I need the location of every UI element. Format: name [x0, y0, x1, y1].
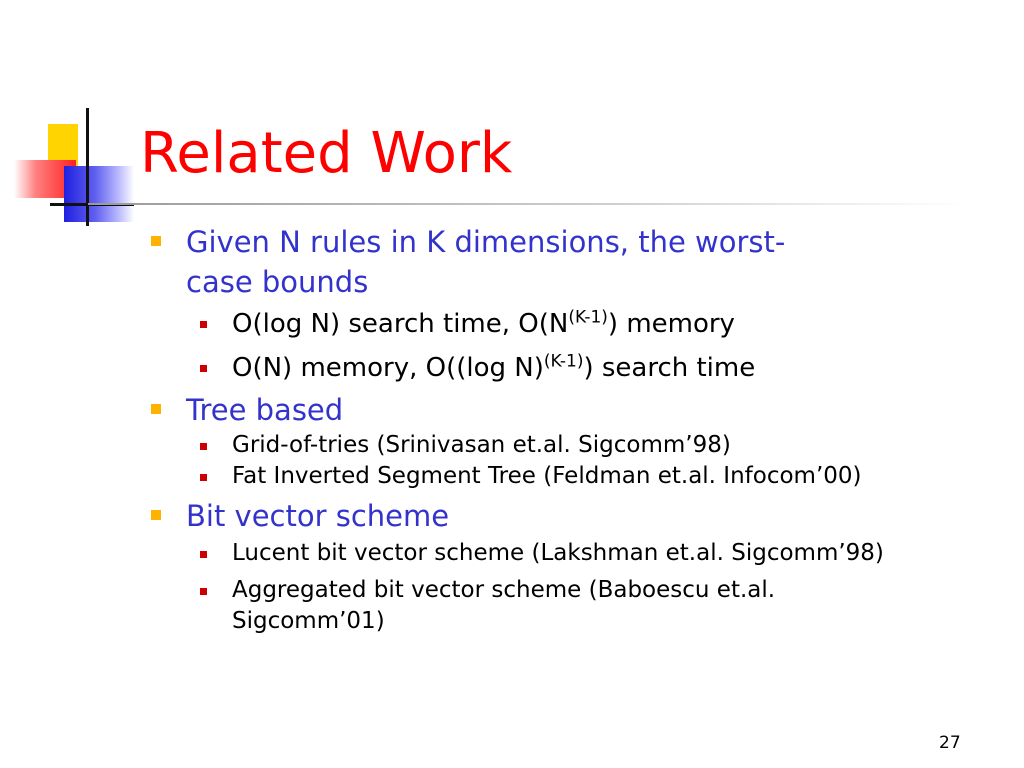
bullet-square-icon	[151, 404, 161, 414]
sub-bullet-square-icon	[200, 588, 207, 595]
sub-bullet-text: Fat Inverted Segment Tree (Feldman et.al. Infocom’00)	[232, 463, 862, 489]
bullet-text-line1: Given N rules in K dimensions, the worst-	[186, 225, 786, 259]
sub-bullet-fat-inverted-segment-tree	[140, 461, 980, 492]
sub-bullet-memory	[140, 346, 980, 390]
sub-bullet-text: O(N) memory, O((log N)	[232, 353, 544, 383]
sub-bullet-text-line2: Sigcomm’01)	[232, 608, 385, 634]
bullet-list	[140, 222, 980, 637]
sub-bullet-aggregated-bit-vector	[140, 575, 980, 637]
sub-bullet-square-icon	[200, 321, 207, 328]
bullet-square-icon	[151, 510, 161, 520]
superscript: (K-1)	[543, 351, 584, 372]
slide-title: Related Work	[140, 121, 513, 186]
bullet-worst-case-bounds	[140, 222, 980, 302]
sub-bullet-search-time	[140, 302, 980, 346]
sub-bullet-text: Grid-of-tries (Srinivasan et.al. Sigcomm’98)	[232, 432, 731, 458]
page-number: 27	[939, 733, 961, 753]
sub-bullet-square-icon	[200, 474, 207, 481]
superscript: (K-1)	[568, 307, 608, 328]
sub-bullet-square-icon	[200, 365, 207, 372]
bullet-bit-vector-scheme	[140, 496, 980, 536]
sub-bullet-text: ) search time	[583, 353, 756, 383]
sub-bullet-square-icon	[200, 551, 207, 558]
sub-bullet-text-line1: Aggregated bit vector scheme (Baboescu et.al.	[232, 577, 776, 603]
bullet-square-icon	[151, 236, 161, 246]
sub-bullet-text: O(log N) search time, O(N	[232, 309, 569, 339]
decoration-blue-square	[64, 166, 134, 222]
sub-bullet-grid-of-tries	[140, 430, 980, 461]
title-underline	[88, 203, 968, 205]
bullet-text: Bit vector scheme	[186, 499, 450, 533]
sub-bullet-text: ) memory	[607, 309, 735, 339]
bullet-text-line2: case bounds	[186, 265, 369, 299]
sub-bullet-square-icon	[200, 443, 207, 450]
bullet-text: Tree based	[186, 393, 344, 427]
bullet-tree-based	[140, 390, 980, 430]
sub-bullet-text: Lucent bit vector scheme (Lakshman et.al. Sigcomm’98)	[232, 540, 884, 566]
sub-bullet-lucent-bit-vector	[140, 538, 980, 569]
decoration-vertical-line	[86, 108, 89, 226]
